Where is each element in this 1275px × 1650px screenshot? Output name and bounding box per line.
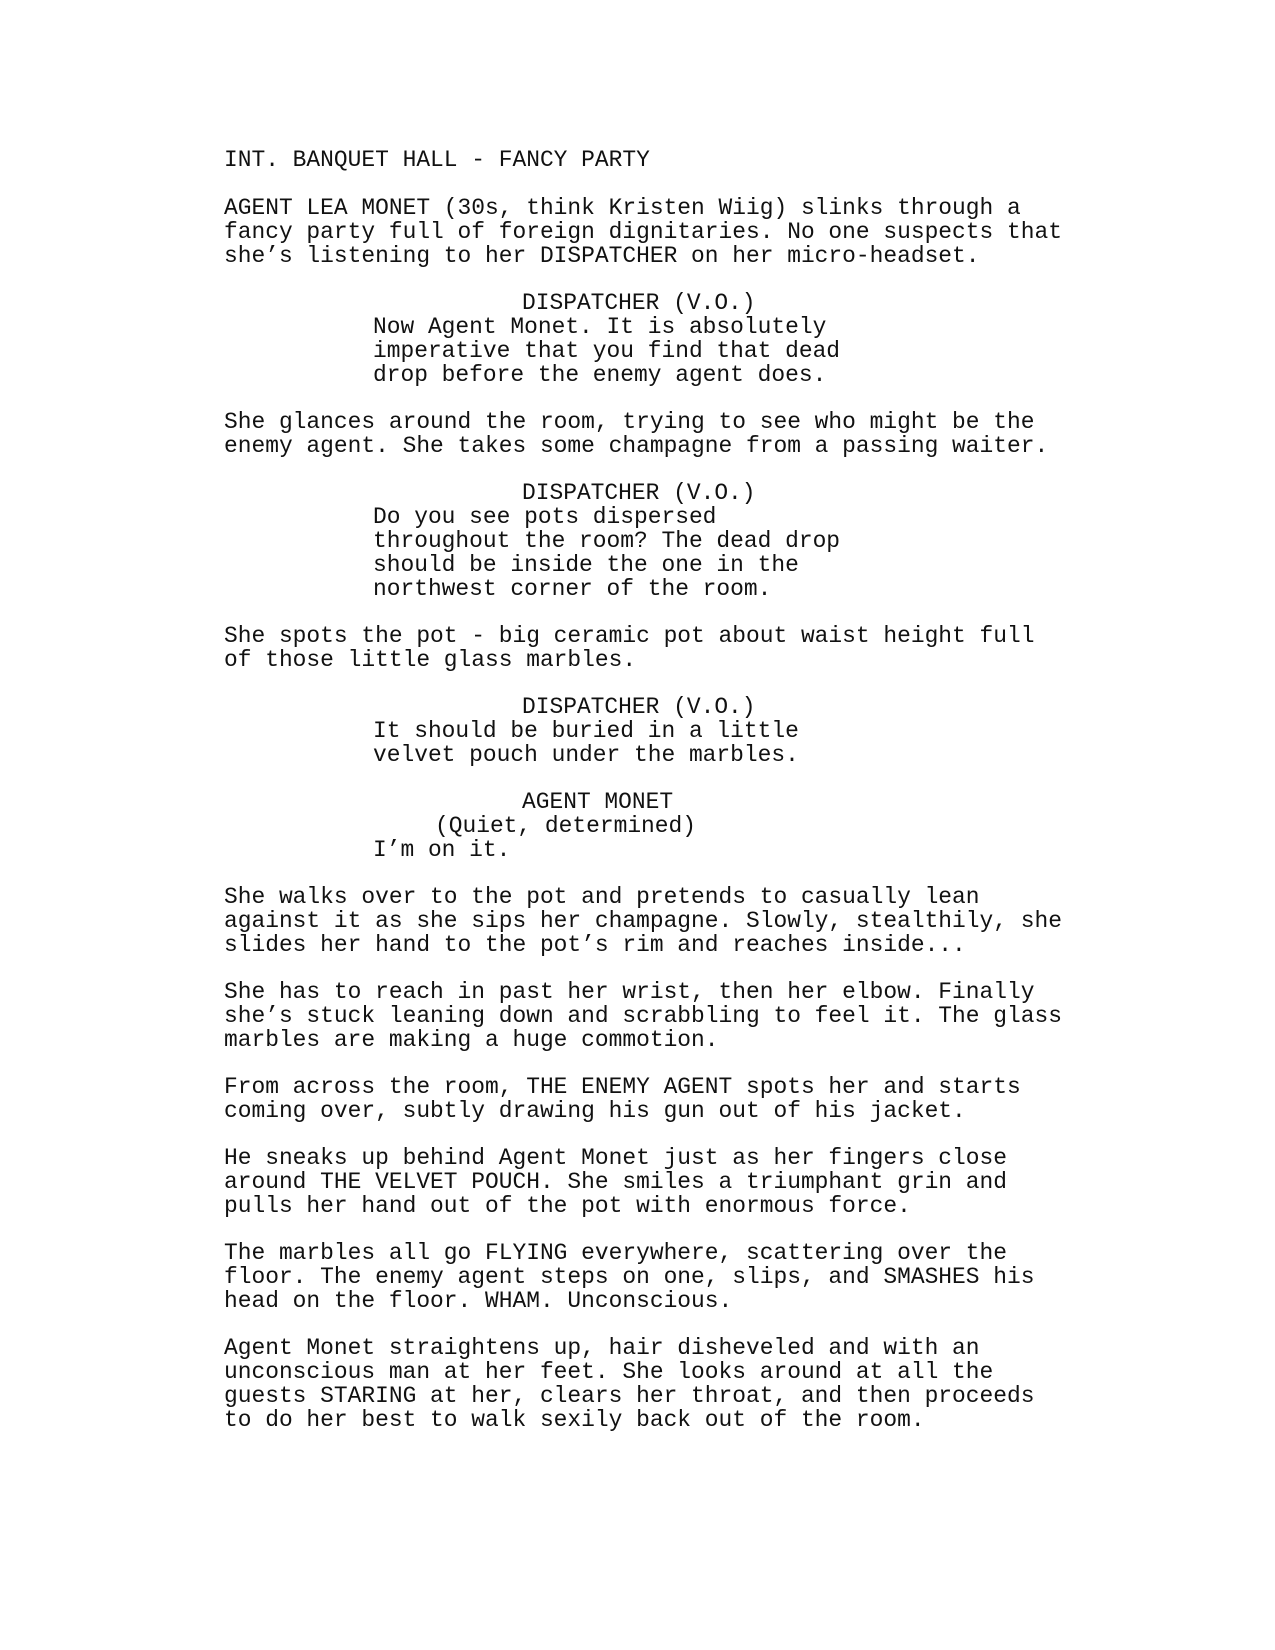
action-line: She walks over to the pot and pretends to casually lean	[224, 884, 980, 910]
action-line: of those little glass marbles.	[224, 647, 637, 673]
action-line: she’s stuck leaning down and scrabbling to feel it. The glass	[224, 1003, 1062, 1029]
action-line: she’s listening to her DISPATCHER on her micro-headset.	[224, 243, 980, 269]
dialogue-line: northwest corner of the room.	[373, 576, 772, 602]
action-line: head on the floor. WHAM. Unconscious.	[224, 1288, 733, 1314]
action-line: From across the room, THE ENEMY AGENT spots her and starts	[224, 1074, 1021, 1100]
action-line: She spots the pot - big ceramic pot about waist height full	[224, 623, 1035, 649]
action-line: She glances around the room, trying to see who might be the	[224, 409, 1035, 435]
scene-heading: INT. BANQUET HALL - FANCY PARTY	[224, 147, 650, 173]
action-line: fancy party full of foreign dignitaries. No one suspects that	[224, 219, 1062, 245]
action-line: marbles are making a huge commotion.	[224, 1027, 719, 1053]
character-cue: DISPATCHER (V.O.)	[522, 480, 756, 506]
action-line: slides her hand to the pot’s rim and reaches inside...	[224, 932, 966, 958]
action-line: Agent Monet straightens up, hair disheveled and with an	[224, 1335, 980, 1361]
action-line: unconscious man at her feet. She looks around at all the	[224, 1359, 994, 1385]
action-line: guests STARING at her, clears her throat, and then proceeds	[224, 1383, 1035, 1409]
dialogue-line: drop before the enemy agent does.	[373, 362, 827, 388]
action-line: pulls her hand out of the pot with enormous force.	[224, 1193, 911, 1219]
action-line: to do her best to walk sexily back out of the room.	[224, 1407, 925, 1433]
action-line: She has to reach in past her wrist, then her elbow. Finally	[224, 979, 1035, 1005]
action-line: AGENT LEA MONET (30s, think Kristen Wiig) slinks through a	[224, 195, 1021, 221]
action-line: enemy agent. She takes some champagne from a passing waiter.	[224, 433, 1049, 459]
action-line: against it as she sips her champagne. Slowly, stealthily, she	[224, 908, 1062, 934]
dialogue-line: I’m on it.	[373, 837, 511, 863]
dialogue-line: Do you see pots dispersed	[373, 504, 717, 530]
dialogue-line: imperative that you find that dead	[373, 338, 841, 364]
character-cue: DISPATCHER (V.O.)	[522, 290, 756, 316]
character-cue: DISPATCHER (V.O.)	[522, 694, 756, 720]
dialogue-line: It should be buried in a little	[373, 718, 799, 744]
dialogue-line: Now Agent Monet. It is absolutely	[373, 314, 827, 340]
dialogue-line: should be inside the one in the	[373, 552, 799, 578]
action-line: floor. The enemy agent steps on one, slips, and SMASHES his	[224, 1264, 1035, 1290]
action-line: The marbles all go FLYING everywhere, scattering over the	[224, 1240, 1007, 1266]
action-line: He sneaks up behind Agent Monet just as her fingers close	[224, 1145, 1007, 1171]
action-line: around THE VELVET POUCH. She smiles a triumphant grin and	[224, 1169, 1007, 1195]
dialogue-line: velvet pouch under the marbles.	[373, 742, 799, 768]
dialogue-line: throughout the room? The dead drop	[373, 528, 841, 554]
character-cue: AGENT MONET	[522, 789, 674, 815]
parenthetical: (Quiet, determined)	[435, 813, 696, 839]
action-line: coming over, subtly drawing his gun out of his jacket.	[224, 1098, 966, 1124]
